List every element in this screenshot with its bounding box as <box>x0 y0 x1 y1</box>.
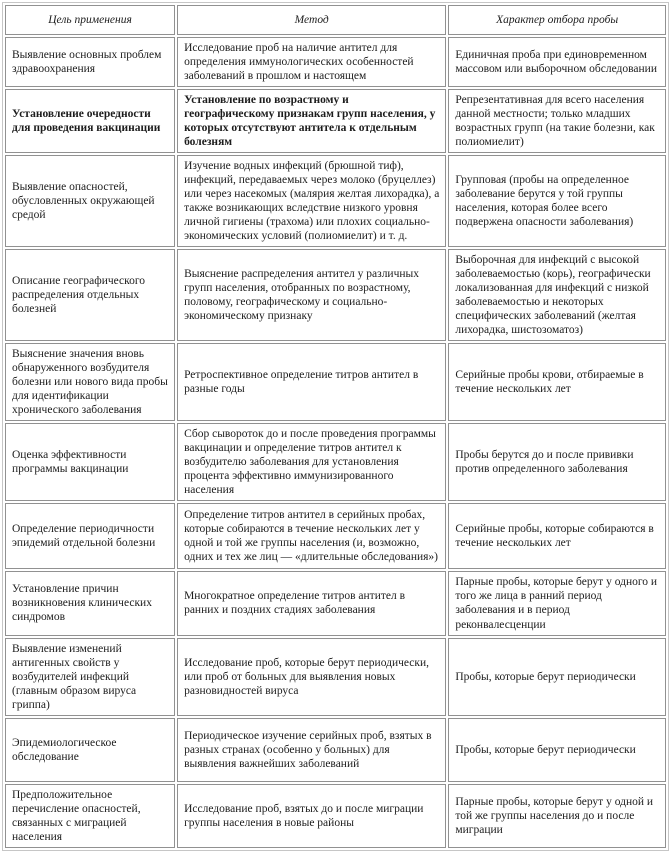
method-cell: Периодическое изучение серийных проб, взятых в разных странах (особенно у больных) для выявления важнейших заболеваний <box>177 718 446 782</box>
table-row <box>5 155 666 247</box>
sampling-cell: Серийные пробы, которые собираются в течение нескольких лет <box>448 503 666 569</box>
header-row <box>5 5 666 35</box>
serology-methods-table <box>2 2 669 851</box>
header-goal: Цель применения <box>5 5 175 35</box>
table-row <box>5 343 666 421</box>
table-row <box>5 571 666 635</box>
sampling-cell: Групповая (пробы на определенное заболевание берутся у той группы населения, которая более всего подвержена опасности заболевания) <box>448 155 666 247</box>
method-cell: Исследование проб, которые берут периодически, или проб от больных для выявления новых разновидностей вируса <box>177 638 446 716</box>
method-cell: Сбор сывороток до и после проведения программы вакцинации и определение титров антител к возбудителю заболевания для установления процента эффективно иммунизированного населения <box>177 423 446 501</box>
sampling-cell: Пробы берутся до и после прививки против определенного заболевания <box>448 423 666 501</box>
goal-cell: Выявление изменений антигенных свойств у возбудителей инфекций (главным образом вируса гриппа) <box>5 638 175 716</box>
table-header <box>5 5 666 35</box>
sampling-cell: Репрезентативная для всего населения данной местности; только младших возрастных групп (на такие болезни, как полиомиелит) <box>448 89 666 153</box>
method-cell: Изучение водных инфекций (брюшной тиф), инфекций, передаваемых через молоко (бруцеллез) или через насекомых (малярия желтая лихорадка), а также возникающих вследствие низкого уровня личной гигиены (трахома) или плохих социально-экономических условий (полиомиелит) и т. д. <box>177 155 446 247</box>
goal-cell: Установление очередности для проведения вакцинации <box>5 89 175 153</box>
table-row <box>5 423 666 501</box>
header-sampling: Характер отбора пробы <box>448 5 666 35</box>
table-row <box>5 638 666 716</box>
goal-cell: Эпидемиологическое обследование <box>5 718 175 782</box>
goal-cell: Выявление основных проблем здравоохранения <box>5 37 175 87</box>
table-row <box>5 37 666 87</box>
method-cell: Выяснение распределения антител у различных групп населения, отобранных по возрастному, половому, географическому и социально-экономическому признаку <box>177 249 446 341</box>
sampling-cell: Пробы, которые берут периодически <box>448 718 666 782</box>
table-row <box>5 249 666 341</box>
sampling-cell: Выборочная для инфекций с высокой заболеваемостью (корь), географически локализованная для инфекций с низкой заболеваемостью и некоторых специфических заболеваний (желтая лихорадка, шистозоматоз) <box>448 249 666 341</box>
table-row <box>5 718 666 782</box>
goal-cell: Выяснение значения вновь обнаруженного возбудителя болезни или нового вида пробы для идентификации хронического заболевания <box>5 343 175 421</box>
goal-cell: Описание географического распределения отдельных болезней <box>5 249 175 341</box>
method-cell: Исследование проб на наличие антител для определения иммунологических особенностей заболеваний в прошлом и настоящем <box>177 37 446 87</box>
sampling-cell: Парные пробы, которые берут у одного и того же лица в ранний период заболевания и в период реконвалесценции <box>448 571 666 635</box>
sampling-cell: Парные пробы, которые берут у одной и той же группы населения до и после миграции <box>448 784 666 848</box>
sampling-cell: Пробы, которые берут периодически <box>448 638 666 716</box>
method-cell: Многократное определение титров антител в ранних и поздних стадиях заболевания <box>177 571 446 635</box>
sampling-cell: Серийные пробы крови, отбираемые в течение нескольких лет <box>448 343 666 421</box>
method-cell: Исследование проб, взятых до и после миграции группы населения в новые районы <box>177 784 446 848</box>
header-method: Метод <box>177 5 446 35</box>
table-row <box>5 503 666 569</box>
table-row <box>5 784 666 848</box>
goal-cell: Выявление опасностей, обусловленных окружающей средой <box>5 155 175 247</box>
sampling-cell: Единичная проба при единовременном массовом или выборочном обследовании <box>448 37 666 87</box>
goal-cell: Предположительное перечисление опасностей, связанных с миграцией населения <box>5 784 175 848</box>
goal-cell: Установление причин возникновения клинических синдромов <box>5 571 175 635</box>
goal-cell: Оценка эффективности программы вакцинации <box>5 423 175 501</box>
method-cell: Определение титров антител в серийных пробах, которые собираются в течение нескольких лет у одной и той же группы населения (и, возможно, одних и тех же лиц — «длительные обследования») <box>177 503 446 569</box>
goal-cell: Определение периодичности эпидемий отдельной болезни <box>5 503 175 569</box>
method-cell: Ретроспективное определение титров антител в разные годы <box>177 343 446 421</box>
method-cell: Установление по возрастному и географическому признакам групп населения, у которых отсутствуют антитела к отдельным болезням <box>177 89 446 153</box>
table-body <box>5 37 666 848</box>
table-row <box>5 89 666 153</box>
